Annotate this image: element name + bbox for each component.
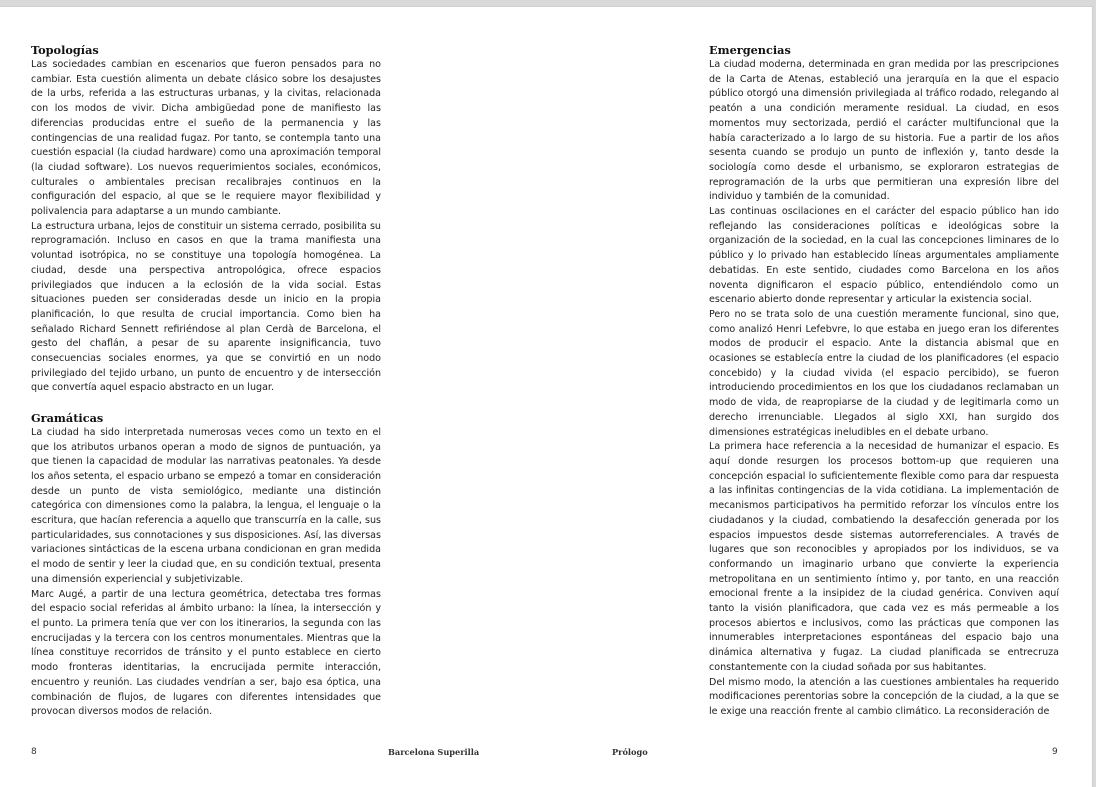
right-page-column <box>709 43 1059 720</box>
running-head-right: Prólogo <box>612 747 648 757</box>
paragraph: Las sociedades cambian en escenarios que fueron pensados para no cambiar. Esta cuestión alimenta un debate clásico sobre los desajustes de la urbs, referida a las estructuras urbanas, y la civitas, relacionada con los modos de vivir. Dicha ambigüedad pone de manifiesto las diferencias producidas entre el sueño de la permanencia y las contingencias de una realidad fugaz. Por tanto, se contempla tanto una cuestión espacial (la ciudad hardware) como una aproximación temporal (la ciudad software). Los nuevos requerimientos sociales, económicos, culturales o ambientales precisan recalibrajes continuos en la configuración del espacio, al que se le requiere mayor flexibilidad y polivalencia para adaptarse a un mundo cambiante. <box>31 59 381 218</box>
paragraph: Las continuas oscilaciones en el carácter del espacio público han ido reflejando las consideraciones políticas e ideológicas sobre la organización de la sociedad, en la cual las concepciones liminares de lo público y lo privado han establecido líneas argumentales ampliamente debatidas. En este sentido, ciudades como Barcelona en los años noventa dignificaron el espacio público, entendiéndolo como un escenario abierto donde representar y articular la existencia social. <box>709 206 1059 306</box>
paragraph: La ciudad moderna, determinada en gran medida por las prescripciones de la Carta de Atenas, estableció una jerarquía en la que el espacio público otorgó una dimensión privilegiada al tráfico rodado, relegando al peatón a una condición meramente residual. La ciudad, en esos momentos muy sectorizada, perdió el carácter multifuncional que la había caracterizado a lo largo de su historia. Fue a partir de los años sesenta cuando se produjo un punto de inflexión y, tanto desde la sociología como desde el urbanismo, se exploraron estrategias de reprogramación de la urbs que permitieran una expresión libre del individuo y también de la comunidad. <box>709 59 1059 203</box>
book-spread <box>0 6 1093 787</box>
section-title-emergencias: Emergencias <box>709 43 791 57</box>
paragraph: Del mismo modo, la atención a las cuestiones ambientales ha requerido modificaciones perentorias sobre la concepción de la ciudad, a la que se le exige una reacción frente al cambio climático. La reconsideración de <box>709 676 1059 717</box>
running-head-left: Barcelona Superilla <box>388 747 480 757</box>
section-title-topologias: Topologías <box>31 43 99 57</box>
paragraph: Marc Augé, a partir de una lectura geométrica, detectaba tres formas del espacio social referidas al ámbito urbano: la línea, la intersección y el punto. La primera tenía que ver con los itinerarios, la segunda con las encrucijadas y la tercera con los centros monumentales. Mientras que la línea constituye recorridos de tránsito y el punto establece en cierto modo fronteras identitarias, la encrucijada permite interacción, encuentro y reunión. Las ciudades vendrían a ser, bajo esa óptica, una combinación de flujos, de lugares con diferentes intensidades que provocan diversos modos de relación. <box>31 588 381 718</box>
paragraph: La primera hace referencia a la necesidad de humanizar el espacio. Es aquí donde resurgen los procesos bottom-up que requieren una concepción espacial lo suficientemente flexible como para dar respuesta a las infinitas contingencias de la vida cotidiana. La implementación de mecanismos participativos ha permitido reforzar los vínculos entre los ciudadanos y la ciudad, combatiendo la desafección generada por los espacios impuestos desde sistemas autorreferenciales. A través de lugares que son reconocibles y apropiados por los individuos, se va conformando un imaginario urbano que convierte la experiencia metropolitana en un sentimiento íntimo y, por tanto, en una reacción emocional frente a la insipidez de la ciudad genérica. Conviven aquí tanto la visión planificadora, que cada vez es más permeable a los procesos abiertos e inclusivos, como las prácticas que componen las innumerables interpretaciones espontáneas del espacio bajo una dinámica alternativa y fugaz. La ciudad planificada se entrecruza constantemente con la ciudad soñada por sus habitantes. <box>709 441 1059 673</box>
paragraph: Pero no se trata solo de una cuestión meramente funcional, sino que, como analizó Henri Lefebvre, lo que estaba en juego eran los diferentes modos de producir el espacio. Ante la distancia abismal que en ocasiones se establecía entre la ciudad de los planificadores (el espacio concebido) y la ciudad vivida (el espacio percibido), se fueron introduciendo procedimientos en los que los ciudadanos reclamaban un modo de vida, de reapropiarse de la ciudad y de legitimarla como un derecho irrenunciable. Llegados al siglo XXI, han surgido dos dimensiones estratégicas ineludibles en el debate urbano. <box>709 308 1059 438</box>
page-number-right: 9 <box>1052 747 1058 757</box>
paragraph: La estructura urbana, lejos de constituir un sistema cerrado, posibilita su reprogramación. Incluso en casos en que la trama manifiesta una voluntad isotrópica, no se constituye una topología homogénea. La ciudad, desde una perspectiva antropológica, ofrece espacios privilegiados que inducen a la eclosión de la vida social. Estas situaciones pueden ser consideradas desde un inicio en la propia planificación, lo que resulta de crucial importancia. Como bien ha señalado Richard Sennett refiriéndose al plan Cerdà de Barcelona, el gesto del chaflán, a pesar de su aparente insignificancia, tuvo consecuencias sociales enormes, ya que se convirtió en un nodo privilegiado del tejido urbano, un punto de encuentro y de intersección que convertía aquel espacio abstracto en un lugar. <box>31 220 381 394</box>
section-spacer <box>31 396 381 411</box>
page-number-left: 8 <box>31 747 37 757</box>
section-title-gramaticas: Gramáticas <box>31 410 104 425</box>
paragraph: La ciudad ha sido interpretada numerosas veces como un texto en el que los atributos urbanos operan a modo de signos de puntuación, ya que tienen la capacidad de modular las narrativas peatonales. Ya desde los años setenta, el espacio urbano se empezó a tomar en consideración desde un punto de vista semiológico, mediante una distinción categórica con dimensiones como la palabra, la lengua, el lenguaje o la escritura, que hacían referencia a aquello que transcurría en la calle, sus particularidades, sus connotaciones y sus disposiciones. Así, las diversas variaciones sintácticas de la escena urbana condicionan en gran medida el modo de sentir y leer la ciudad que, en su condición textual, presenta una dimensión experiencial y subjetivizable. <box>31 426 381 585</box>
left-page-column <box>31 43 381 720</box>
